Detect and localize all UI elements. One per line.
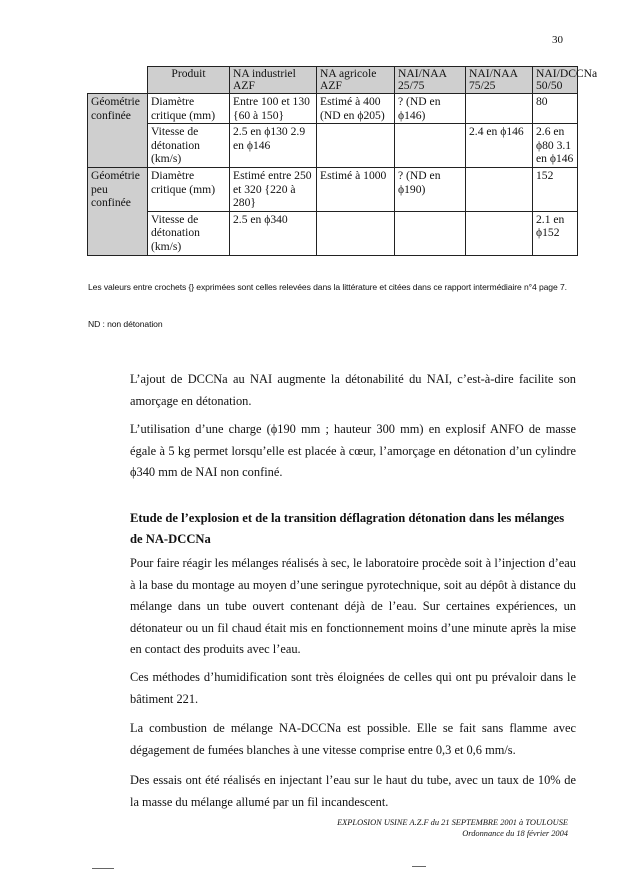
table-cell: ? (ND en ϕ146) [395,94,466,124]
group-label: Géométrie confinée [88,94,148,168]
table-cell [466,167,533,211]
table-cell: 2.5 en ϕ130 2.9 en ϕ146 [230,124,317,168]
table-cell: 2.4 en ϕ146 [466,124,533,168]
header-cell: NAI/NAA 25/75 [395,67,466,94]
section-heading: Etude de l’explosion et de la transition déflagration détonation dans les mélanges de NA-DCCNa [130,511,565,546]
paragraph: Pour faire réagir les mélanges réalisés à sec, le laboratoire procède soit à l’injection d’eau à la base du montage au moyen d’une seringue pyrotechnique, soit au dépôt à distance du mélange dans un tube ouvert contenant déjà de l’eau. Sur certaines expériences, un détonateur ou un fil chaud était mis en fonctionnement moins d’une minute après la mise en contact des produits avec l’eau. [130,556,576,656]
header-cell: NAI/DCCNa 50/50 [533,67,578,94]
table-header-row [88,67,578,94]
table-cell: 2.6 en ϕ80 3.1 en ϕ146 [533,124,578,168]
table-cell [395,211,466,255]
property-cell: Diamètre critique (mm) [148,167,230,211]
footer-line: EXPLOSION USINE A.Z.F du 21 SEPTEMBRE 2001 à TOULOUSE [337,818,568,827]
table-footnote-brackets: Les valeurs entre crochets {} exprimées sont celles relevées dans la littérature et citées dans ce rapport intermédiaire n°4 page 7. [88,282,567,292]
table-row [88,211,578,255]
header-cell: NAI/NAA 75/25 [466,67,533,94]
detonation-results-table [87,66,598,256]
header-cell: NA industriel AZF [230,67,317,94]
table-row [88,124,578,168]
paragraph: La combustion de mélange NA-DCCNa est possible. Elle se fait sans flamme avec dégagement de fumées blanches à une vitesse comprise entre 0,3 et 0,6 mm/s. [130,721,576,757]
paragraph: Ces méthodes d’humidification sont très éloignées de celles qui ont pu prévaloir dans le bâtiment 221. [130,670,576,706]
paragraph: Des essais ont été réalisés en injectant l’eau sur le haut du tube, avec un taux de 10% de la masse du mélange allumé par un fil incandescent. [130,773,576,809]
table-cell: 152 [533,167,578,211]
table-cell [395,124,466,168]
table-row [88,94,578,124]
footer-line: Ordonnance du 18 février 2004 [462,829,568,838]
table-footnote-nd: ND : non détonation [88,319,163,329]
table-cell: 2.5 en ϕ340 [230,211,317,255]
scan-artifact [92,868,114,869]
table-cell: Entre 100 et 130 {60 à 150} [230,94,317,124]
table-cell [466,94,533,124]
table-cell [466,211,533,255]
paragraph: L’utilisation d’une charge (ϕ190 mm ; hauteur 300 mm) en explosif ANFO de masse égale à 5 kg permet lorsqu’elle est placée à cœur, l’amorçage en détonation d’un cylindre ϕ340 mm de NAI non confiné. [130,422,576,479]
group-label: Géométrie peu confinée [88,167,148,255]
scan-artifact [412,866,426,867]
table-cell: ? (ND en ϕ190) [395,167,466,211]
table-cell: Estimé entre 250 et 320 {220 à 280} [230,167,317,211]
header-cell: NA agricole AZF [317,67,395,94]
table-row [88,167,578,211]
table-cell [317,124,395,168]
property-cell: Vitesse de détonation (km/s) [148,124,230,168]
property-cell: Diamètre critique (mm) [148,94,230,124]
paragraph: L’ajout de DCCNa au NAI augmente la détonabilité du NAI, c’est-à-dire facilite son amorçage en détonation. [130,372,576,408]
property-cell: Vitesse de détonation (km/s) [148,211,230,255]
table-cell: Estimé à 1000 [317,167,395,211]
table-cell: 80 [533,94,578,124]
table-cell [317,211,395,255]
table-cell: 2.1 en ϕ152 [533,211,578,255]
header-cell: Produit [148,67,230,94]
page-number: 30 [552,34,563,46]
table-cell: Estimé à 400 (ND en ϕ205) [317,94,395,124]
